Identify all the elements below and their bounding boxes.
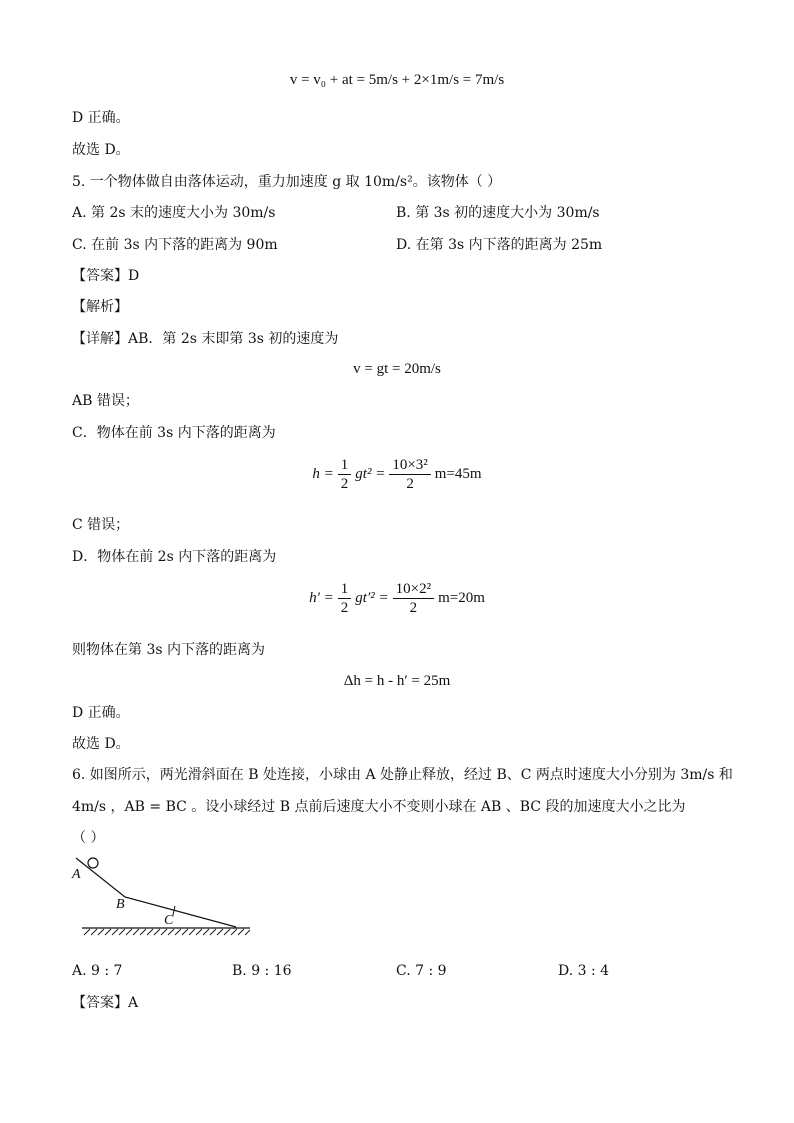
detail-tag: 【详解】 <box>72 331 128 347</box>
equation-h-2s <box>0 580 794 617</box>
text-choose-d: 故选 D。 <box>72 142 130 158</box>
incline-ab <box>76 858 125 897</box>
q6-option-b: B. 9 : 16 <box>232 963 292 979</box>
q5-analysis-tag: 【解析】 <box>72 299 128 315</box>
text-ab-wrong: AB 错误； <box>72 393 139 409</box>
fraction-half <box>338 456 352 493</box>
text-d-correct: D 正确。 <box>72 110 130 126</box>
q5-option-d: D. 在第 3s 内下落的距离为 25m <box>396 237 603 253</box>
frac-num: 1 <box>338 580 352 599</box>
text-c-wrong: C 错误； <box>72 517 130 533</box>
q6-answer <box>72 993 138 1013</box>
incline-bc <box>125 897 236 927</box>
eq-h-rhs: m=45m <box>434 466 482 482</box>
answer-tag: 【答案】 <box>72 995 128 1011</box>
frac-den: 2 <box>340 476 349 492</box>
q5-stem: 5. 一个物体做自由落体运动，重力加速度 g 取 10m/s²。该物体（ ） <box>72 174 502 190</box>
q5-option-a: A. 第 2s 末的速度大小为 30m/s <box>72 205 276 221</box>
text-choose-d-2: 故选 D。 <box>72 736 130 752</box>
q6-option-d: D. 3 : 4 <box>558 963 610 979</box>
eq-h2-mid: gt′² = <box>355 590 389 606</box>
q5-detail-ab <box>72 329 338 349</box>
text-d-line: D．物体在前 2s 内下落的距离为 <box>72 549 277 565</box>
frac-num: 1 <box>338 456 352 475</box>
equation-h-3s <box>0 456 794 493</box>
answer-tag: 【答案】 <box>72 268 128 284</box>
eq-h2-rhs: m=20m <box>438 590 485 606</box>
text-d-correct-2: D 正确。 <box>72 705 130 721</box>
eq-h-mid: gt² = <box>355 466 386 482</box>
answer-value: A <box>128 995 139 1011</box>
frac-den: 2 <box>340 600 349 616</box>
q6-stem-line2: 4m/s ，AB = BC 。设小球经过 B 点前后速度大小不变则小球在 AB 、BC 段的加速度大小之比为 <box>72 799 686 815</box>
equation-delta-h: Δh = h - h′ = 25m <box>343 673 451 689</box>
q6-option-a: A. 9 : 7 <box>72 963 123 979</box>
q6-stem-line3: （ ） <box>72 830 105 846</box>
eq-h2-lhs: h′ = <box>309 590 334 606</box>
label-b: B <box>116 897 125 912</box>
q6-stem-line1: 6. 如图所示，两光滑斜面在 B 处连接，小球由 A 处静止释放，经过 B、C 两点时速度大小分别为 3m/s 和 <box>72 767 733 783</box>
text-c-line: C．物体在前 3s 内下落的距离为 <box>72 425 276 441</box>
detail-ab-text: AB．第 2s 末即第 3s 初的速度为 <box>128 331 339 347</box>
label-c: C <box>164 913 174 928</box>
frac-den: 2 <box>406 476 414 492</box>
frac-num: 10×2² <box>393 580 434 599</box>
answer-value: D <box>128 268 140 284</box>
label-a: A <box>72 867 81 882</box>
fraction-half <box>338 580 352 617</box>
fraction-value <box>393 580 434 617</box>
equation-velocity-result: v = v₀ + at = 5m/s + 2×1m/s = 7m/s <box>289 72 505 88</box>
q6-option-c: C. 7 : 9 <box>396 963 447 979</box>
incline-figure <box>70 850 260 942</box>
q5-answer <box>72 266 139 286</box>
ground-hatching <box>84 929 250 935</box>
ball <box>88 858 98 868</box>
frac-num: 10×3² <box>389 456 430 475</box>
frac-den: 2 <box>409 600 418 616</box>
eq-h-lhs: h = <box>312 466 334 482</box>
q5-option-b: B. 第 3s 初的速度大小为 30m/s <box>396 205 600 221</box>
equation-v-gt: v = gt = 20m/s <box>353 361 441 377</box>
fraction-value <box>389 456 430 493</box>
text-third-second: 则物体在第 3s 内下落的距离为 <box>72 642 265 658</box>
q5-option-c: C. 在前 3s 内下落的距离为 90m <box>72 237 278 253</box>
